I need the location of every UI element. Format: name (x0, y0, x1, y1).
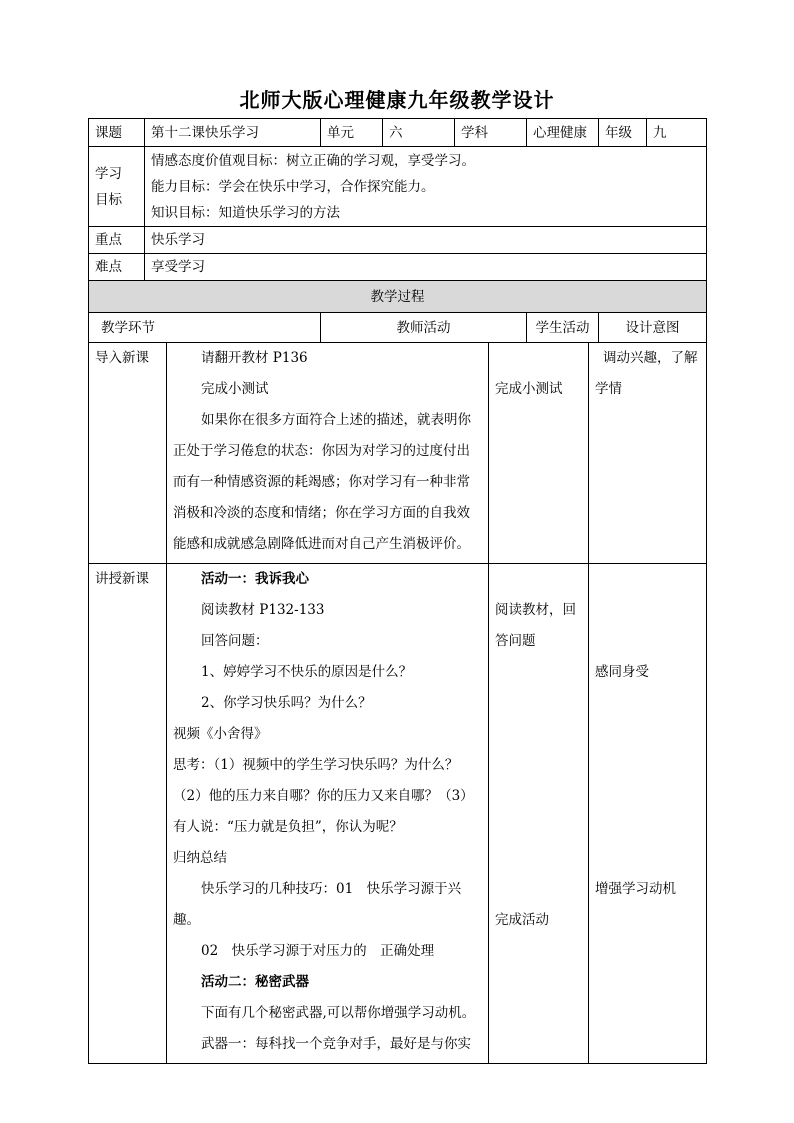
goal-ability: 能力目标：学会在快乐中学习，合作探究能力。 (151, 178, 435, 195)
lesson-plan-table (88, 118, 707, 343)
intro-purpose: 调动兴趣，了解学情 (589, 343, 707, 564)
activity2-title: 活动二：秘密武器 (201, 974, 309, 990)
goal-knowledge: 知识目标：知道快乐学习的方法 (151, 204, 340, 221)
question-2: 2、你学习快乐吗？为什么？ (201, 695, 372, 711)
key-point-row (89, 227, 707, 254)
goals-content (145, 147, 707, 227)
column-header-teacher: 教师活动 (321, 313, 527, 343)
difficulty-row (89, 254, 707, 281)
goals-label-line1: 学习 (95, 165, 122, 182)
unit-value: 六 (383, 119, 455, 147)
weapons-intro: 下面有几个秘密武器,可以帮你增强学习动机。 (201, 1005, 476, 1021)
answer-questions: 回答问题： (201, 633, 269, 649)
purpose-empathy: 感同身受 (595, 664, 649, 680)
question-1: 1、婷婷学习不快乐的原因是什么？ (201, 664, 413, 680)
column-header-purpose: 设计意图 (599, 313, 707, 343)
read-textbook: 阅读教材 P132-133 (201, 602, 325, 618)
student-finish: 完成活动 (495, 912, 549, 928)
intro-teacher-line2: 完成小测试 (201, 381, 269, 397)
student-read: 阅读教材，回答问题 (495, 602, 576, 649)
intro-stage: 导入新课 (89, 343, 167, 564)
subject-value: 心理健康 (527, 119, 599, 147)
intro-teacher-line1: 请翻开教材 P136 (201, 350, 308, 366)
weapon-1: 武器一：每科找一个竞争对手，最好是与你实 (201, 1036, 471, 1052)
key-point-value: 快乐学习 (145, 227, 707, 254)
key-point-label: 重点 (89, 227, 145, 254)
intro-teacher-paragraph: 如果你在很多方面符合上述的描述，就表明你正处于学习倦怠的状态：你因为对学习的过度付出而有一种情感资源的耗竭感；你对学习有一种非常消极和冷淡的态度和情绪；你在学习方面的自我效能感和成就感急剧降低进而对自己产生消极评价。 (173, 412, 471, 552)
course-value: 第十二课快乐学习 (145, 119, 321, 147)
summary-label: 归纳总结 (173, 850, 227, 866)
intro-student: 完成小测试 (489, 343, 589, 564)
tips-text: 快乐学习的几种技巧：01 快乐学习源于兴趣。 (173, 881, 462, 928)
process-title: 教学过程 (89, 281, 707, 313)
intro-row (89, 343, 707, 564)
course-label: 课题 (89, 119, 145, 147)
intro-teacher (167, 343, 489, 564)
goals-row (89, 147, 707, 227)
document-title: 北师大版心理健康九年级教学设计 (239, 88, 555, 112)
grade-value: 九 (647, 119, 707, 147)
difficulty-value: 享受学习 (145, 254, 707, 281)
column-header-row (89, 313, 707, 343)
process-title-row (89, 281, 707, 313)
activity1-title: 活动一：我诉我心 (201, 571, 309, 587)
goals-label-line2: 目标 (95, 191, 122, 208)
think-questions: 思考：（1）视频中的学生学习快乐吗？为什么？（2）他的压力来自哪？你的压力又来自哪？（3）有人说：“压力就是负担”，你认为呢？ (173, 757, 474, 835)
lecture-row (89, 564, 707, 1064)
tip-2: 02 快乐学习源于对压力的 正确处理 (201, 943, 435, 959)
video-title: 视频《小舍得》 (173, 726, 268, 742)
goals-label (89, 147, 145, 227)
lecture-teacher (167, 564, 489, 1064)
column-header-stage-text: 教学环节 (101, 319, 155, 336)
grade-label: 年级 (599, 119, 647, 147)
subject-label: 学科 (455, 119, 527, 147)
lecture-stage: 讲授新课 (89, 564, 167, 1064)
unit-label: 单元 (321, 119, 383, 147)
goal-emotion: 情感态度价值观目标：树立正确的学习观，享受学习。 (151, 152, 475, 169)
process-table (88, 342, 707, 1064)
lecture-student (489, 564, 589, 1064)
column-header-student: 学生活动 (527, 313, 599, 343)
lecture-purpose (589, 564, 707, 1064)
column-header-stage (89, 313, 321, 343)
purpose-motivation: 增强学习动机 (595, 881, 676, 897)
difficulty-label: 难点 (89, 254, 145, 281)
header-row (89, 119, 707, 147)
